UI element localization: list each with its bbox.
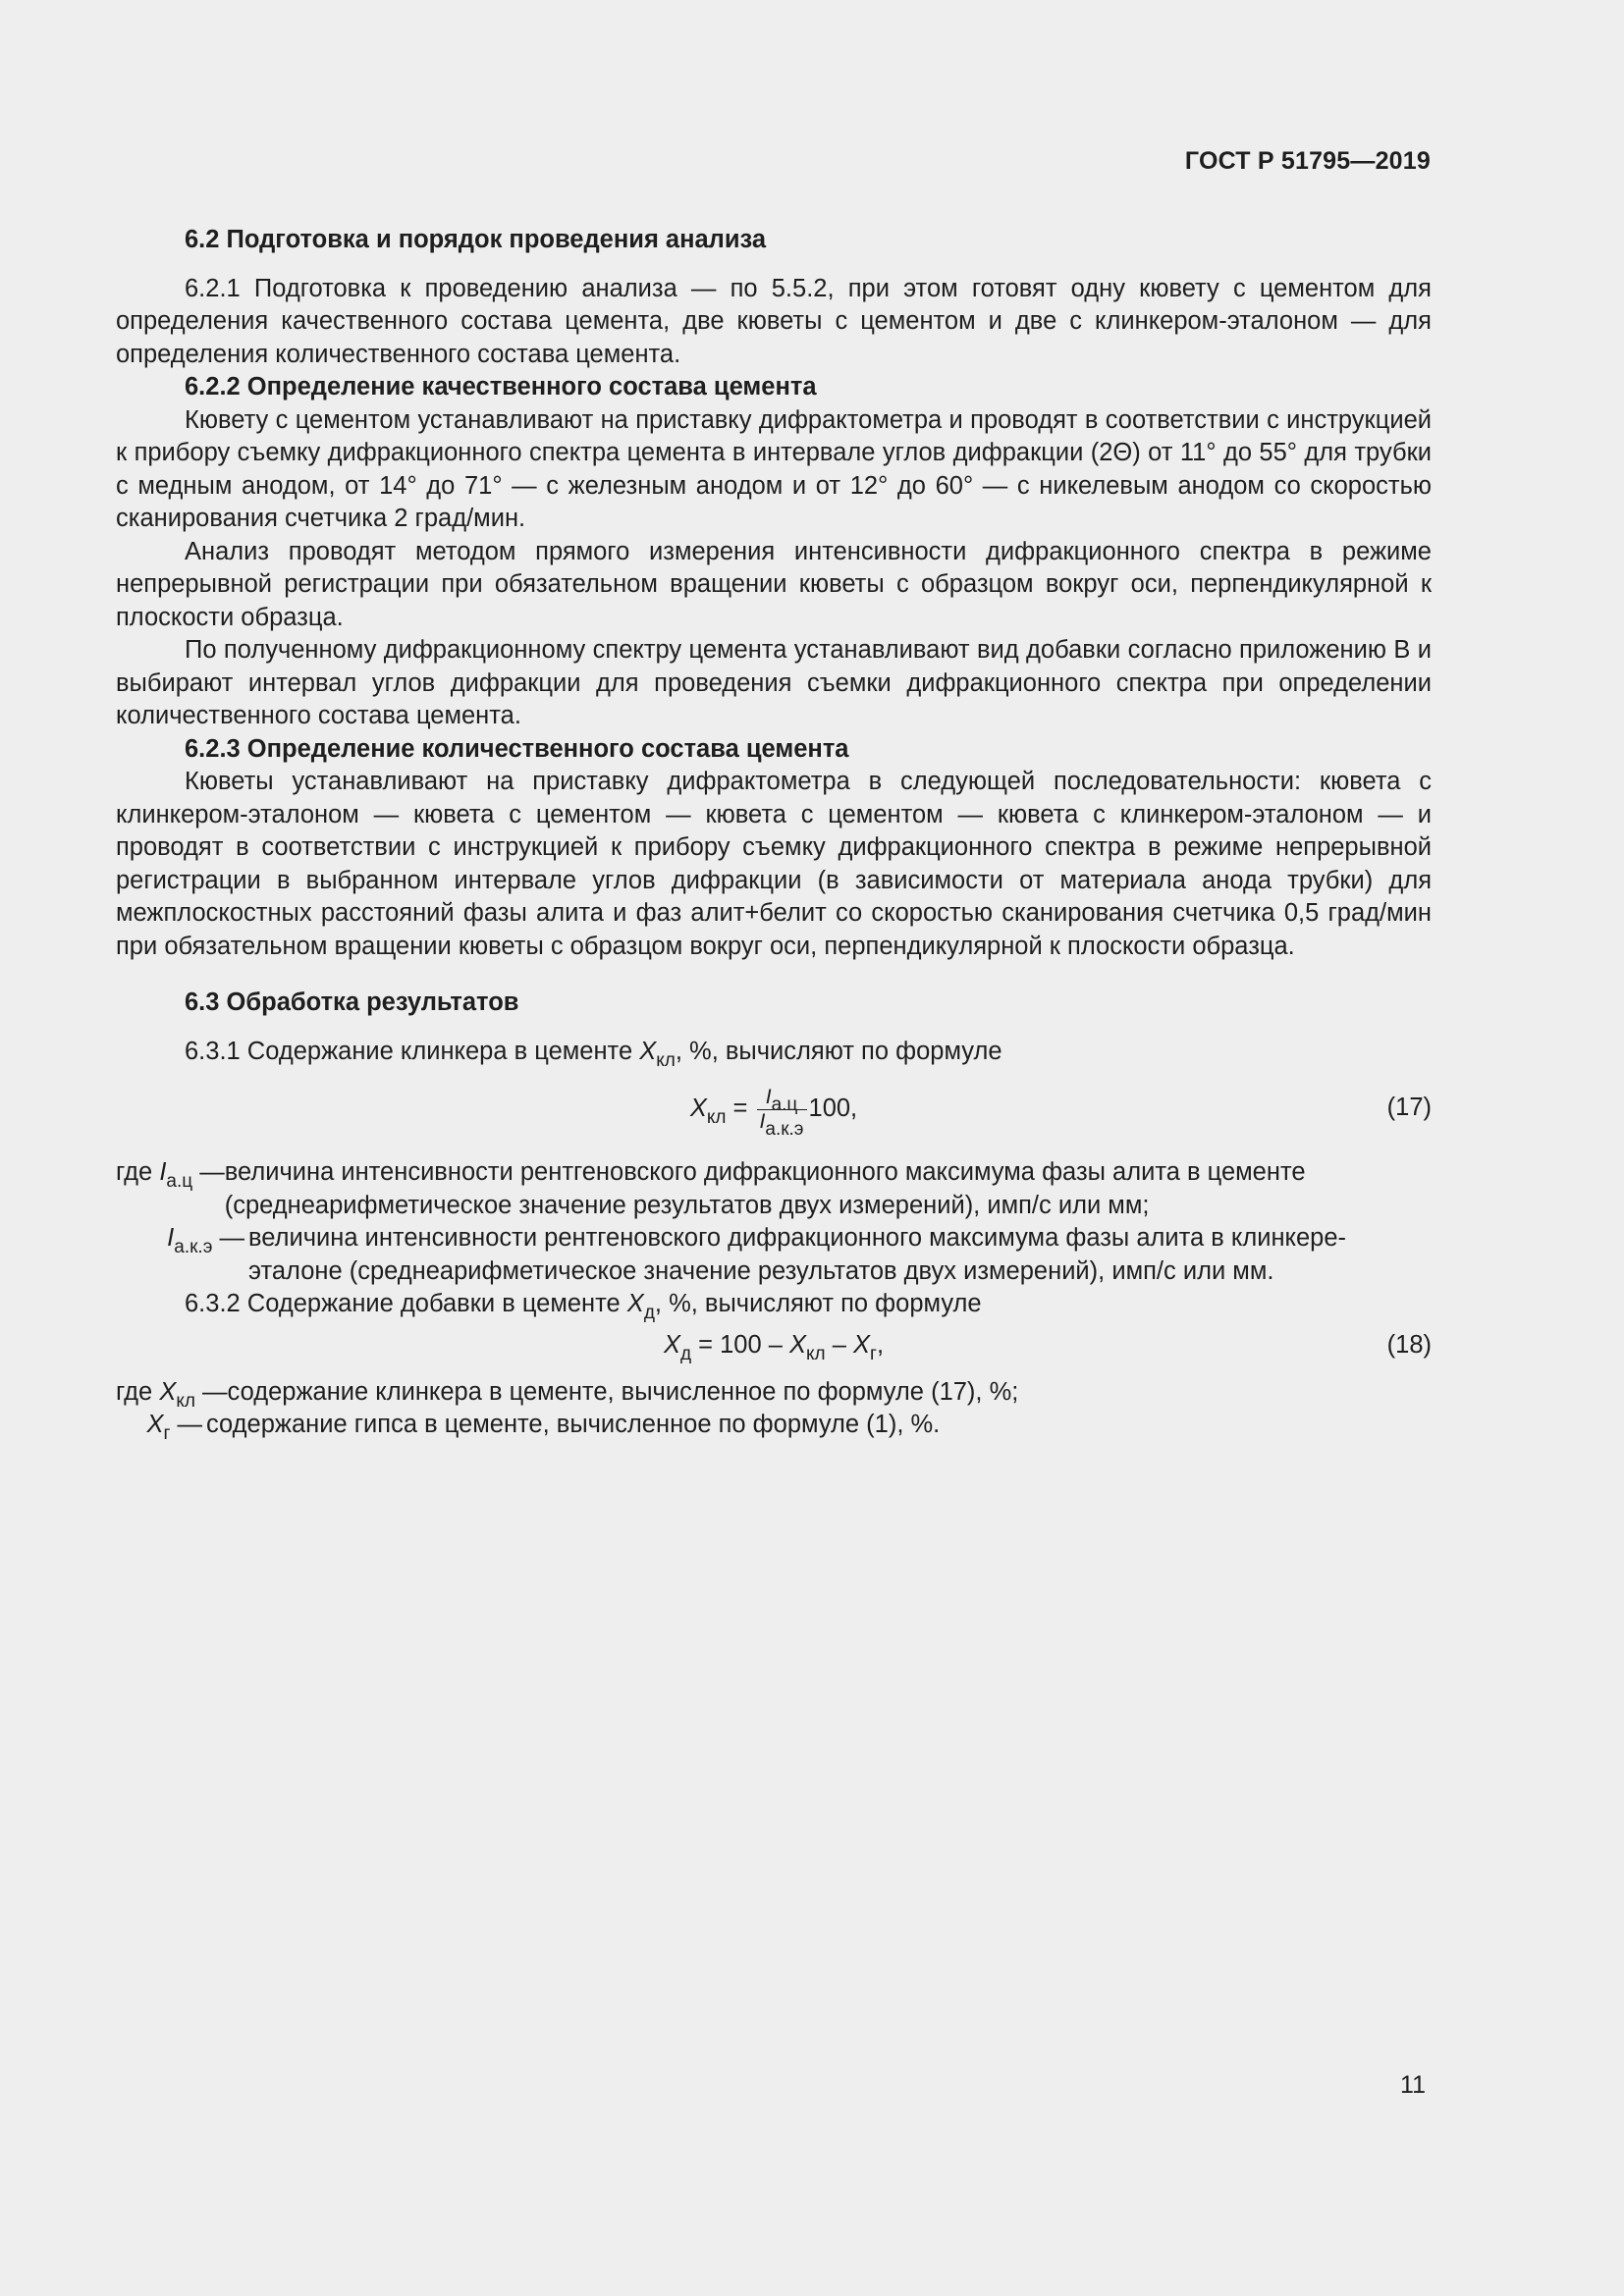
subsection-heading-6-2-3: 6.2.3 Определение количественного состава цемента — [185, 734, 849, 763]
definition-x-kl: где $X_{кл}$ — содержание клинкера в цементе, вычисленное по формуле (17), %; — [116, 1377, 1019, 1412]
definition-i-ake: $I_{а.к.э}$ — величина интенсивности рентгеновского дифракционного максимума фазы алита в клинкере-эталоне (среднеарифметическое значение результатов двух измерений), имп/с или мм. — [167, 1224, 1347, 1285]
definition-x-g: $X_г$ — содержание гипса в цементе, вычисленное по формуле (1), %. — [146, 1411, 941, 1444]
paragraph-6-2-3: Кюветы устанавливают на приставку дифрактометра в следующей последовательности: кювета с клинкером-эталоном — кювета с цементом — кювета с цементом — кювета с клинкером-эталоном — и проводят в соответствии с инструкцией к прибору съемку дифракционного спектра в режиме непрерывной регистрации в выбранном интервале углов дифракции (в зависимости от материала анода трубки) для межплоскостных расстояний фазы алита и фаз алит+белит со скоростью сканирования счетчика 0,5 град/мин при обязательном вращении кюветы с образцом вокруг оси, перпендикулярной к плоскости образца. — [116, 768, 1432, 960]
paragraph-6-2-2-b: Анализ проводят методом прямого измерения интенсивности дифракционного спектра в режиме непрерывной регистрации при обязательном вращении кюветы с образцом вокруг оси, перпендикулярной к плоскости образца. — [116, 537, 1432, 631]
formula-17-fraction: $\frac{I_{а.ц}}{I_{а.к.э}}$ — [757, 1086, 807, 1134]
formula-17 — [116, 1076, 1432, 1141]
paragraph-6-2-2-a: Кювету с цементом устанавливают на приставку дифрактометра и проводят в соответствии с инструкцией к прибору съемку дифракционного спектра цемента в интервале углов дифракции (2Θ) от 11° до 55° для трубки с медным анодом, от 14° до 71° — с железным анодом и от 12° до 60° — с никелевым анодом со скоростью сканирования счетчика 2 град/мин. — [116, 405, 1432, 532]
paragraph-6-3-2: 6.3.2 Содержание добавки в цементе $X_д$, %, вычисляют по формуле — [185, 1290, 982, 1323]
formula-18-number: (18) — [1386, 1330, 1432, 1359]
formula-17-expression: $X_{кл}$ = $\frac{I_{а.ц}}{I_{а.к.э}}$ 100, — [689, 1086, 858, 1140]
subsection-heading-6-2-2: 6.2.2 Определение качественного состава цемента — [185, 373, 817, 400]
section-heading-6-2: 6.2 Подготовка и порядок проведения анализа — [185, 226, 767, 253]
paragraph-6-2-2-c: По полученному дифракционному спектру цемента устанавливают вид добавки согласно приложению В и выбирают интервал углов дифракции для проведения съемки дифракционного спектра при определении количественного состава цемента. — [116, 636, 1432, 729]
paragraph-6-3-1: 6.3.1 Содержание клинкера в цементе $X_{кл}$, %, вычисляют по формуле — [185, 1037, 1002, 1071]
formula-18-expression: $X_д = 100 - X_{кл} - X_г$, — [663, 1330, 885, 1364]
document-code: ГОСТ Р 51795—2019 — [1184, 147, 1431, 175]
formula-17-number: (17) — [1386, 1094, 1432, 1121]
formula-18 — [116, 1323, 1432, 1372]
paragraph-6-2-1: 6.2.1 Подготовка к проведению анализа — по 5.5.2, при этом готовят одну кювету с цементом для определения качественного состава цемента, две кюветы с цементом и две с клинкером-эталоном — для определения количественного состава цемента. — [116, 274, 1432, 368]
document-body — [116, 224, 1432, 1442]
definition-i-ac: где $I_{а.ц}$ — величина интенсивности рентгеновского дифракционного максимума фазы алита в цементе (среднеарифметическое значение результатов двух измерений), имп/с или мм; — [116, 1158, 1306, 1219]
section-heading-6-3: 6.3 Обработка результатов — [185, 988, 519, 1016]
page-number: 11 — [1400, 2071, 1426, 2099]
